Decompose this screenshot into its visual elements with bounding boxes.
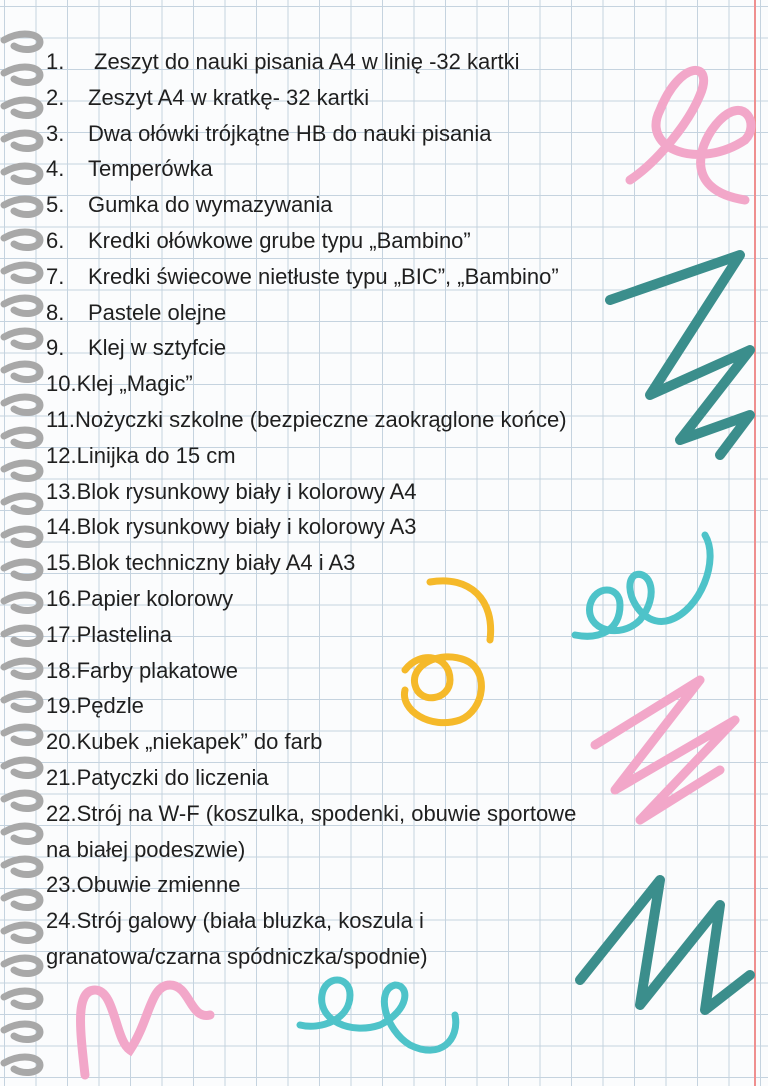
list-item: [46, 116, 736, 152]
list-item: [46, 44, 736, 80]
item-number: 8.: [46, 299, 65, 325]
item-text: Blok techniczny biały A4 i A3: [76, 550, 356, 576]
item-number: 19.: [46, 693, 77, 719]
item-number: 23.: [46, 872, 77, 898]
item-text: Blok rysunkowy biały i kolorowy A4: [76, 478, 417, 504]
item-number: 18.: [46, 657, 77, 683]
item-number: 7.: [46, 263, 65, 289]
list-item: [46, 187, 736, 223]
item-text: Temperówka: [88, 156, 213, 182]
item-text: Plastelina: [76, 621, 172, 647]
item-text: Klej „Magic”: [76, 371, 193, 397]
item-text: Patyczki do liczenia: [76, 764, 269, 790]
item-text: Blok rysunkowy biały i kolorowy A3: [76, 514, 417, 540]
list-item: [46, 295, 736, 331]
item-number: 11.: [46, 406, 75, 432]
item-number: 2.: [46, 84, 65, 110]
list-item: [46, 509, 736, 545]
item-number: 22.: [46, 800, 77, 826]
pink-scribble-bottom: [81, 985, 210, 1075]
list-item: [46, 366, 736, 402]
cyan-loops-bottom: [300, 980, 456, 1050]
list-item: [46, 867, 736, 903]
list-item: [46, 617, 736, 653]
item-text: Pastele olejne: [88, 299, 227, 325]
list-item: [46, 259, 736, 295]
item-number: 16.: [46, 585, 77, 611]
list-item: [46, 151, 736, 187]
item-number: 6.: [46, 227, 65, 253]
list-item: [46, 688, 736, 724]
list-item: [46, 581, 736, 617]
item-number: 17.: [46, 621, 77, 647]
list-item: [46, 474, 736, 510]
list-item: [46, 653, 736, 689]
item-text: Nożyczki szkolne (bezpieczne zaokrąglone końce): [74, 406, 567, 432]
item-number: 1.: [46, 49, 65, 74]
item-text: Strój na W-F (koszulka, spodenki, obuwie sportowe na białej podeszwie): [46, 800, 577, 862]
item-text: Kubek „niekapek” do farb: [76, 729, 323, 755]
item-number: 5.: [46, 192, 65, 218]
item-text: Gumka do wymazywania: [88, 192, 333, 218]
item-text: Pędzle: [76, 693, 144, 719]
item-number: 9.: [46, 335, 65, 361]
list-item: [46, 223, 736, 259]
list-item: [46, 80, 736, 116]
item-text: Zeszyt do nauki pisania A4 w linię -32 kartki: [94, 49, 520, 74]
item-text: Strój galowy (biała bluzka, koszula i granatowa/czarna spódniczka/spodnie): [46, 908, 428, 969]
item-number: 15.: [46, 550, 77, 576]
item-text: Kredki świecowe nietłuste typu „BIC”, „Bambino”: [88, 263, 559, 289]
item-number: 3.: [46, 120, 65, 146]
item-number: 13.: [46, 478, 77, 504]
list-item: [46, 330, 736, 366]
item-text: Klej w sztyfcie: [88, 335, 227, 361]
item-text: Dwa ołówki trójkątne HB do nauki pisania: [88, 120, 492, 146]
list-item: [46, 724, 736, 760]
item-text: Zeszyt A4 w kratkę- 32 kartki: [88, 84, 370, 110]
item-number: 21.: [46, 764, 77, 790]
item-number: 20.: [46, 729, 77, 755]
item-text: Papier kolorowy: [76, 585, 234, 611]
list-item: [46, 903, 586, 975]
item-number: 14.: [46, 514, 77, 540]
item-number: 4.: [46, 156, 65, 182]
item-text: Farby plakatowe: [76, 657, 239, 683]
list-item: [46, 796, 586, 868]
item-text: Linijka do 15 cm: [76, 442, 236, 468]
item-text: Obuwie zmienne: [76, 872, 241, 898]
item-number: 24.: [46, 908, 77, 934]
list-item: [46, 402, 736, 438]
list-item: [46, 760, 736, 796]
list-item: [46, 438, 736, 474]
item-number: 12.: [46, 442, 77, 468]
item-text: Kredki ołówkowe grube typu „Bambino”: [88, 227, 471, 253]
list-item: [46, 545, 736, 581]
item-number: 10.: [46, 371, 77, 397]
school-supplies-list: [46, 44, 736, 975]
